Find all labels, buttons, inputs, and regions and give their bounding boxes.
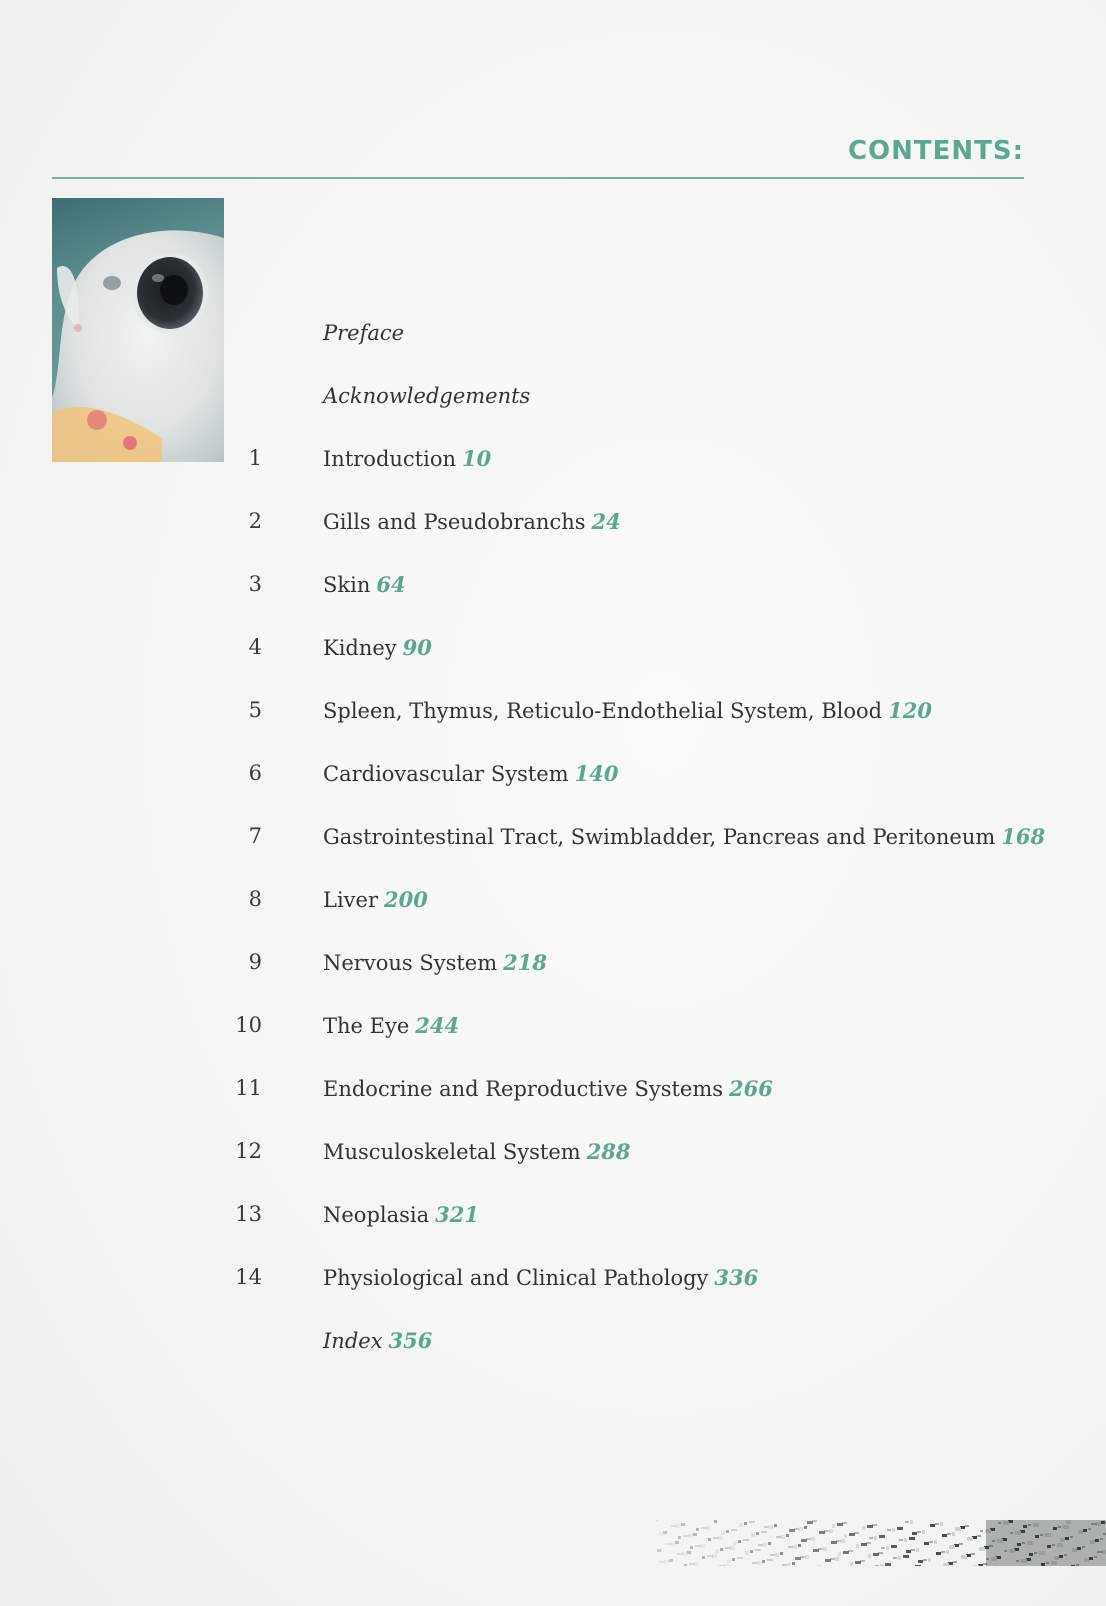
toc-entry[interactable] bbox=[0, 690, 1106, 730]
toc-entry[interactable] bbox=[0, 1194, 1106, 1234]
chapter-title bbox=[323, 635, 432, 660]
texture-speck bbox=[731, 1529, 737, 1531]
texture-speck bbox=[687, 1551, 691, 1554]
texture-speck bbox=[786, 1534, 789, 1537]
texture-speck bbox=[726, 1530, 729, 1533]
texture-speck bbox=[823, 1547, 827, 1551]
texture-speck bbox=[714, 1520, 717, 1523]
texture-speck bbox=[743, 1539, 749, 1541]
texture-speck bbox=[856, 1544, 859, 1548]
texture-speck bbox=[733, 1541, 737, 1545]
texture-speck bbox=[732, 1558, 735, 1561]
chapter-number: 6 bbox=[248, 761, 262, 785]
texture-speck bbox=[843, 1551, 849, 1554]
texture-speck bbox=[751, 1533, 755, 1537]
chapter-title bbox=[323, 1076, 773, 1101]
texture-speck bbox=[713, 1537, 719, 1539]
texture-speck bbox=[656, 1520, 659, 1522]
texture-speck bbox=[701, 1527, 707, 1529]
texture-speck bbox=[684, 1564, 687, 1566]
chapter-title-text: Nervous System bbox=[323, 951, 498, 975]
texture-speck bbox=[850, 1562, 853, 1566]
chapter-number: 2 bbox=[248, 509, 262, 533]
texture-speck bbox=[801, 1539, 807, 1542]
chapter-number: 1 bbox=[248, 446, 262, 470]
texture-speck bbox=[936, 1552, 941, 1555]
page-number: 24 bbox=[591, 509, 621, 534]
toc-entry[interactable] bbox=[0, 375, 1106, 415]
texture-speck bbox=[885, 1563, 891, 1566]
toc-entry[interactable] bbox=[0, 501, 1106, 541]
chapter-number: 9 bbox=[248, 950, 262, 974]
texture-speck bbox=[897, 1527, 903, 1530]
texture-speck bbox=[855, 1561, 861, 1564]
texture-speck bbox=[775, 1553, 779, 1557]
texture-speck bbox=[719, 1565, 725, 1566]
page-number: 90 bbox=[402, 635, 432, 660]
chapter-title-text: The Eye bbox=[323, 1014, 410, 1038]
texture-speck bbox=[764, 1526, 769, 1528]
texture-speck bbox=[841, 1539, 845, 1543]
texture-speck bbox=[844, 1534, 847, 1538]
texture-speck bbox=[798, 1544, 801, 1547]
chapter-title-text: Acknowledgements bbox=[323, 384, 531, 408]
chapter-title-text: Gills and Pseudobranchs bbox=[323, 510, 586, 534]
texture-speck bbox=[793, 1545, 797, 1549]
texture-speck bbox=[804, 1526, 807, 1529]
texture-speck bbox=[780, 1552, 783, 1555]
toc-entry[interactable] bbox=[0, 438, 1106, 478]
texture-speck bbox=[835, 1557, 839, 1561]
texture-speck bbox=[758, 1544, 763, 1546]
page-number: 218 bbox=[503, 950, 547, 975]
texture-speck bbox=[928, 1558, 931, 1562]
texture-speck bbox=[744, 1522, 747, 1525]
texture-speck bbox=[873, 1553, 879, 1556]
texture-speck bbox=[693, 1533, 697, 1536]
page-number: 288 bbox=[586, 1139, 631, 1164]
texture-speck bbox=[663, 1531, 667, 1534]
texture-speck bbox=[934, 1540, 937, 1544]
texture-speck bbox=[887, 1529, 891, 1531]
texture-speck bbox=[875, 1565, 879, 1566]
texture-speck bbox=[819, 1531, 825, 1534]
texture-speck bbox=[665, 1543, 671, 1545]
texture-speck bbox=[879, 1535, 885, 1538]
page-number: 120 bbox=[888, 698, 932, 723]
chapter-number: 10 bbox=[235, 1013, 262, 1037]
toc-entry[interactable] bbox=[0, 1131, 1106, 1171]
texture-speck bbox=[912, 1532, 917, 1535]
chapter-title-text: Neoplasia bbox=[323, 1203, 430, 1227]
texture-dark-band bbox=[986, 1520, 1106, 1566]
texture-speck bbox=[929, 1541, 933, 1543]
texture-speck bbox=[690, 1546, 693, 1549]
texture-speck bbox=[831, 1541, 837, 1544]
texture-speck bbox=[891, 1545, 897, 1548]
chapter-title-text: Liver bbox=[323, 888, 378, 912]
chapter-number: 7 bbox=[248, 824, 262, 848]
texture-speck bbox=[916, 1548, 919, 1552]
texture-speck bbox=[805, 1555, 809, 1559]
texture-speck bbox=[739, 1523, 743, 1527]
texture-speck bbox=[911, 1549, 915, 1551]
page-number: 356 bbox=[388, 1328, 433, 1353]
header-rule bbox=[52, 177, 1024, 179]
texture-speck bbox=[935, 1523, 939, 1525]
texture-speck bbox=[799, 1527, 803, 1531]
texture-speck bbox=[829, 1529, 833, 1533]
texture-speck bbox=[702, 1556, 705, 1559]
texture-speck bbox=[967, 1537, 973, 1541]
texture-speck bbox=[867, 1525, 873, 1528]
chapter-number: 11 bbox=[235, 1076, 262, 1100]
texture-speck bbox=[832, 1524, 835, 1528]
texture-speck bbox=[825, 1559, 831, 1562]
toc-entry[interactable] bbox=[0, 879, 1106, 919]
chapter-number: 3 bbox=[248, 572, 262, 596]
chapter-title bbox=[323, 1265, 758, 1290]
toc-entry[interactable] bbox=[0, 1068, 1106, 1108]
texture-speck bbox=[947, 1533, 951, 1535]
toc-entry[interactable] bbox=[0, 1257, 1106, 1297]
chapter-title bbox=[323, 572, 406, 597]
texture-speck bbox=[689, 1563, 695, 1565]
chapter-title-text: Kidney bbox=[323, 636, 397, 660]
texture-speck bbox=[677, 1553, 683, 1555]
texture-speck bbox=[671, 1525, 677, 1527]
chapter-title-text: Spleen, Thymus, Reticulo-Endothelial System, Blood bbox=[323, 699, 883, 723]
texture-speck bbox=[918, 1560, 923, 1563]
chapter-title bbox=[323, 383, 536, 408]
texture-speck bbox=[940, 1522, 943, 1526]
texture-speck bbox=[757, 1561, 761, 1565]
page-number: 168 bbox=[1001, 824, 1046, 849]
texture-speck bbox=[874, 1536, 877, 1540]
texture-speck bbox=[659, 1561, 665, 1563]
toc-entry[interactable] bbox=[0, 816, 1106, 856]
texture-speck bbox=[924, 1542, 929, 1545]
texture-speck bbox=[941, 1551, 945, 1553]
texture-speck bbox=[683, 1535, 689, 1537]
toc-entry[interactable] bbox=[0, 627, 1106, 667]
chapter-number: 8 bbox=[248, 887, 262, 911]
page-number: 321 bbox=[435, 1202, 479, 1227]
texture-speck bbox=[787, 1563, 791, 1566]
texture-speck bbox=[781, 1535, 785, 1539]
texture-speck bbox=[943, 1563, 949, 1566]
texture-speck bbox=[669, 1559, 673, 1562]
texture-speck bbox=[862, 1526, 865, 1530]
texture-speck bbox=[903, 1555, 909, 1558]
texture-speck bbox=[849, 1533, 855, 1536]
texture-speck bbox=[745, 1551, 749, 1555]
texture-speck bbox=[721, 1531, 725, 1535]
toc-entry[interactable] bbox=[0, 1005, 1106, 1045]
chapter-title bbox=[323, 1202, 479, 1227]
texture-speck bbox=[752, 1562, 757, 1564]
texture-speck bbox=[750, 1550, 753, 1553]
texture-speck bbox=[708, 1538, 711, 1541]
toc-entry[interactable] bbox=[0, 1320, 1106, 1360]
texture-speck bbox=[973, 1565, 979, 1566]
chapter-title-text: Physiological and Clinical Pathology bbox=[323, 1266, 709, 1290]
chapter-title bbox=[323, 320, 410, 345]
texture-speck bbox=[782, 1564, 787, 1566]
texture-speck bbox=[899, 1539, 903, 1541]
chapter-title bbox=[323, 761, 618, 786]
texture-speck bbox=[762, 1560, 765, 1563]
texture-speck bbox=[681, 1523, 685, 1526]
texture-speck bbox=[979, 1547, 985, 1551]
chapter-title-text: Cardiovascular System bbox=[323, 762, 569, 786]
texture-speck bbox=[898, 1556, 901, 1560]
chapter-title bbox=[323, 950, 547, 975]
texture-speck bbox=[917, 1531, 921, 1533]
texture-speck bbox=[658, 1532, 663, 1536]
texture-speck bbox=[930, 1524, 935, 1527]
texture-speck bbox=[946, 1550, 949, 1554]
texture-speck bbox=[909, 1537, 915, 1540]
texture-speck bbox=[949, 1545, 955, 1549]
texture-speck bbox=[923, 1559, 927, 1561]
texture-speck bbox=[861, 1543, 867, 1546]
chapter-title bbox=[323, 887, 428, 912]
chapter-title-text: Gastrointestinal Tract, Swimbladder, Pancreas and Peritoneum bbox=[323, 825, 996, 849]
texture-speck bbox=[813, 1549, 819, 1552]
texture-speck bbox=[738, 1540, 741, 1543]
texture-speck bbox=[795, 1557, 801, 1560]
texture-speck bbox=[696, 1528, 699, 1531]
chapter-title bbox=[323, 824, 1045, 849]
texture-speck bbox=[910, 1520, 913, 1524]
texture-speck bbox=[767, 1559, 773, 1561]
texture-speck bbox=[768, 1542, 771, 1545]
texture-speck bbox=[959, 1543, 963, 1545]
texture-speck bbox=[811, 1537, 815, 1541]
chapter-title bbox=[323, 446, 491, 471]
texture-speck bbox=[837, 1523, 843, 1526]
texture-speck bbox=[715, 1549, 719, 1553]
chapter-title-text: Musculoskeletal System bbox=[323, 1140, 581, 1164]
texture-speck bbox=[905, 1521, 909, 1523]
texture-speck bbox=[737, 1557, 743, 1559]
texture-speck bbox=[906, 1550, 911, 1553]
page-number: 336 bbox=[714, 1265, 759, 1290]
texture-speck bbox=[892, 1528, 895, 1532]
texture-speck bbox=[763, 1543, 767, 1547]
texture-speck bbox=[675, 1541, 679, 1544]
page-number: 244 bbox=[415, 1013, 460, 1038]
texture-speck bbox=[893, 1557, 897, 1559]
texture-speck bbox=[789, 1529, 795, 1532]
texture-speck bbox=[880, 1564, 883, 1566]
texture-speck bbox=[695, 1545, 701, 1547]
texture-speck bbox=[769, 1525, 773, 1529]
texture-speck bbox=[922, 1530, 925, 1534]
texture-speck bbox=[961, 1555, 967, 1559]
texture-speck bbox=[749, 1521, 755, 1523]
chapter-title-text: Skin bbox=[323, 573, 371, 597]
page-number: 200 bbox=[384, 887, 428, 912]
page-number: 140 bbox=[574, 761, 619, 786]
texture-speck bbox=[904, 1538, 907, 1542]
texture-speck bbox=[774, 1524, 777, 1527]
chapter-number: 12 bbox=[235, 1139, 262, 1163]
texture-speck bbox=[915, 1565, 921, 1566]
texture-speck bbox=[868, 1554, 871, 1558]
chapter-title bbox=[323, 509, 621, 534]
chapter-number: 14 bbox=[235, 1265, 262, 1289]
texture-speck bbox=[792, 1562, 795, 1565]
texture-speck bbox=[817, 1565, 821, 1566]
texture-speck bbox=[678, 1536, 681, 1539]
chapter-number: 13 bbox=[235, 1202, 262, 1226]
texture-speck bbox=[886, 1546, 889, 1550]
texture-speck bbox=[980, 1530, 983, 1532]
chapter-title bbox=[323, 1013, 459, 1038]
chapter-title bbox=[323, 1139, 631, 1164]
texture-speck bbox=[657, 1549, 661, 1552]
decorative-texture-strip bbox=[656, 1520, 1106, 1566]
texture-speck bbox=[942, 1534, 947, 1537]
texture-speck bbox=[838, 1552, 841, 1556]
texture-speck bbox=[977, 1535, 981, 1537]
texture-speck bbox=[725, 1547, 731, 1549]
texture-speck bbox=[965, 1525, 969, 1527]
toc-entry[interactable] bbox=[0, 312, 1106, 352]
texture-speck bbox=[955, 1527, 961, 1531]
toc-entry[interactable] bbox=[0, 753, 1106, 793]
texture-speck bbox=[952, 1532, 955, 1536]
texture-speck bbox=[869, 1537, 873, 1539]
toc-entry[interactable] bbox=[0, 564, 1106, 604]
page-number: 266 bbox=[729, 1076, 773, 1101]
toc-entry[interactable] bbox=[0, 942, 1106, 982]
chapter-title-text: Index bbox=[323, 1329, 383, 1353]
texture-speck bbox=[770, 1554, 775, 1556]
texture-speck bbox=[756, 1532, 759, 1535]
page-number: 64 bbox=[376, 572, 406, 597]
chapter-title-text: Introduction bbox=[323, 447, 456, 471]
texture-speck bbox=[971, 1553, 975, 1555]
chapter-title bbox=[323, 1328, 432, 1353]
chapter-title-text: Preface bbox=[323, 321, 405, 345]
texture-speck bbox=[776, 1536, 781, 1538]
chapter-title bbox=[323, 698, 932, 723]
texture-speck bbox=[707, 1555, 713, 1557]
texture-speck bbox=[953, 1561, 957, 1563]
texture-speck bbox=[727, 1559, 731, 1563]
texture-speck bbox=[807, 1521, 813, 1524]
texture-speck bbox=[761, 1531, 767, 1533]
chapter-title-text: Endocrine and Reproductive Systems bbox=[323, 1077, 724, 1101]
page-title: CONTENTS: bbox=[847, 136, 1024, 166]
page-number: 10 bbox=[462, 446, 492, 471]
texture-speck bbox=[881, 1547, 885, 1549]
chapter-number: 4 bbox=[248, 635, 262, 659]
chapter-number: 5 bbox=[248, 698, 262, 722]
texture-speck bbox=[755, 1549, 761, 1551]
texture-speck bbox=[788, 1546, 793, 1548]
texture-speck bbox=[720, 1548, 723, 1551]
